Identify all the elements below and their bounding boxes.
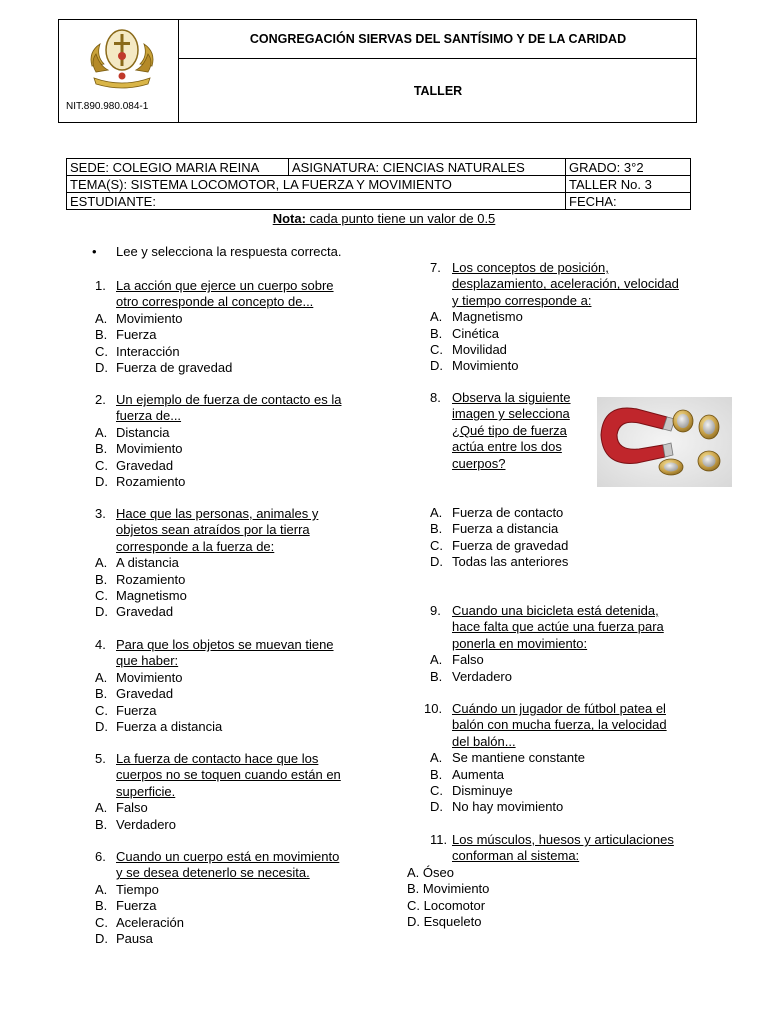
- option-letter: B.: [430, 521, 443, 537]
- question-text: otro corresponde al concepto de...: [116, 294, 314, 310]
- option-text: Movimiento: [422, 881, 490, 897]
- option-letter: C.: [95, 343, 108, 359]
- option-text: Locomotor: [423, 897, 486, 913]
- question-number: 9.: [430, 603, 441, 618]
- option-letter: A.: [430, 652, 443, 668]
- fecha-cell: FECHA:: [566, 193, 691, 210]
- bullet-icon: •: [92, 244, 97, 259]
- question-text: Los músculos, huesos y articulaciones: [452, 832, 674, 847]
- estudiante-cell: ESTUDIANTE:: [67, 193, 566, 210]
- question-text: ponerla en movimiento:: [452, 635, 588, 651]
- question-text: Cuando un cuerpo está en movimiento: [116, 849, 340, 864]
- option-text: Cinética: [452, 325, 499, 341]
- nit-number: NIT.890.980.084-1: [66, 101, 149, 112]
- option-text: Tiempo: [116, 881, 159, 897]
- question-text: corresponde a la fuerza de:: [116, 538, 275, 554]
- option-text: Aceleración: [116, 914, 184, 930]
- question-number: 2.: [95, 392, 106, 407]
- option-text: Todas las anteriores: [452, 554, 569, 570]
- option-letter: A.: [430, 750, 443, 766]
- question-text: del balón...: [452, 733, 516, 749]
- question-text: ¿Qué tipo de fuerza: [452, 422, 567, 438]
- option-text: Verdadero: [452, 668, 512, 684]
- question-text: La fuerza de contacto hace que los: [116, 751, 319, 766]
- taller-no-cell: TALLER No. 3: [566, 176, 691, 193]
- question-text: imagen y selecciona: [452, 406, 570, 422]
- question-text: superficie.: [116, 783, 176, 799]
- school-crest-logo: [86, 26, 158, 92]
- question-text: y tiempo corresponde a:: [452, 292, 592, 308]
- option-letter: D.: [407, 914, 420, 929]
- document-title: TALLER: [413, 83, 463, 98]
- option-text: Movimiento: [116, 441, 183, 457]
- question-number: 6.: [95, 849, 106, 864]
- question-text: La acción que ejerce un cuerpo sobre: [116, 278, 334, 293]
- question-number: 5.: [95, 751, 106, 766]
- option-text: Pausa: [116, 931, 153, 946]
- option-letter: B.: [430, 325, 443, 341]
- option-letter: B.: [95, 816, 108, 832]
- question-text: Para que los objetos se muevan tiene: [116, 637, 334, 652]
- question-text: y se desea detenerlo se necesita.: [116, 865, 310, 881]
- option-text: Fuerza a distancia: [452, 521, 559, 537]
- option-letter: C.: [430, 537, 443, 553]
- question-text: actúa entre los dos: [452, 439, 562, 455]
- option-letter: A.: [95, 669, 108, 685]
- option-text: Fuerza de gravedad: [116, 360, 233, 375]
- option-letter: A.: [407, 864, 420, 880]
- option-letter: B.: [95, 571, 108, 587]
- question-text: Los conceptos de posición,: [452, 260, 609, 275]
- option-text: Disminuye: [452, 783, 513, 798]
- option-letter: B.: [95, 686, 108, 702]
- option-letter: A.: [95, 424, 108, 440]
- question-text: Un ejemplo de fuerza de contacto es la: [116, 392, 342, 407]
- question-number: 8.: [430, 390, 441, 405]
- option-text: Rozamiento: [116, 571, 186, 587]
- option-text: Fuerza: [116, 898, 157, 914]
- option-letter: C.: [95, 914, 108, 930]
- option-letter: C.: [95, 457, 108, 473]
- question-number: 1.: [95, 278, 106, 293]
- option-letter: D.: [95, 719, 108, 734]
- question-text: Cuando una bicicleta está detenida,: [452, 603, 659, 618]
- option-text: Aumenta: [452, 766, 505, 782]
- option-letter: D.: [95, 474, 108, 489]
- option-letter: B.: [95, 441, 108, 457]
- option-text: Magnetismo: [452, 309, 523, 325]
- option-text: Gravedad: [116, 686, 174, 702]
- option-letter: B.: [407, 881, 420, 897]
- option-letter: A.: [95, 800, 108, 816]
- option-text: A distancia: [116, 555, 179, 571]
- question-text: Hace que las personas, animales y: [116, 506, 319, 521]
- note-label: Nota:: [272, 211, 306, 226]
- info-table: [66, 158, 691, 210]
- option-letter: D.: [430, 554, 443, 570]
- option-letter: D.: [95, 604, 108, 620]
- instruction: Lee y selecciona la respuesta correcta.: [116, 244, 342, 259]
- tema-cell: TEMA(S): SISTEMA LOCOMOTOR, LA FUERZA Y MOVIMIENTO: [67, 176, 566, 193]
- option-text: Movimiento: [116, 669, 183, 685]
- option-letter: C.: [430, 342, 443, 357]
- option-text: Movimiento: [116, 310, 183, 326]
- option-text: No hay movimiento: [452, 799, 564, 815]
- option-text: Interacción: [116, 343, 180, 359]
- option-text: Se mantiene constante: [452, 750, 585, 766]
- option-text: Óseo: [422, 864, 454, 880]
- option-text: Distancia: [116, 424, 170, 440]
- option-text: Gravedad: [116, 457, 174, 473]
- option-text: Verdadero: [116, 816, 176, 832]
- magnet-coins-image: [597, 397, 732, 487]
- asignatura-cell: ASIGNATURA: CIENCIAS NATURALES: [289, 159, 566, 176]
- question-text: que haber:: [116, 653, 179, 669]
- option-letter: D.: [95, 360, 108, 375]
- answer-option: [407, 898, 485, 914]
- note-text: cada punto tiene un valor de 0.5: [305, 211, 496, 226]
- question-text: Observa la siguiente: [452, 390, 571, 405]
- question-text: desplazamiento, aceleración, velocidad: [452, 276, 679, 292]
- option-letter: D.: [430, 358, 443, 374]
- answer-option: [407, 865, 454, 881]
- option-text: Movimiento: [452, 358, 519, 374]
- question-text: fuerza de...: [116, 408, 182, 424]
- option-text: Fuerza: [116, 327, 157, 343]
- option-letter: B.: [430, 668, 443, 684]
- option-letter: C.: [430, 783, 443, 798]
- option-letter: A.: [95, 555, 108, 571]
- option-text: Fuerza a distancia: [116, 719, 223, 734]
- answer-option: [407, 881, 489, 897]
- option-text: Falso: [452, 652, 484, 668]
- question-text: conforman al sistema:: [452, 848, 580, 864]
- answer-option: [407, 914, 481, 930]
- option-text: Rozamiento: [116, 474, 186, 489]
- option-text: Magnetismo: [116, 588, 187, 603]
- option-letter: C.: [407, 897, 420, 913]
- question-number: 4.: [95, 637, 106, 652]
- question-text: hace falta que actúe una fuerza para: [452, 619, 664, 635]
- option-letter: B.: [95, 327, 108, 343]
- option-text: Movilidad: [452, 342, 507, 357]
- option-text: Esqueleto: [423, 914, 482, 929]
- option-letter: B.: [430, 766, 443, 782]
- option-letter: C.: [95, 702, 108, 718]
- option-letter: C.: [95, 588, 108, 603]
- option-text: Fuerza: [116, 702, 157, 718]
- note: [0, 211, 768, 226]
- question-number: 11.: [430, 832, 448, 847]
- option-text: Fuerza de gravedad: [452, 537, 569, 553]
- question-text: balón con mucha fuerza, la velocidad: [452, 717, 667, 733]
- org-name: CONGREGACIÓN SIERVAS DEL SANTÍSIMO Y DE LA CARIDAD: [249, 31, 627, 46]
- question-text: cuerpos no se toquen cuando están en: [116, 767, 341, 783]
- option-letter: B.: [95, 898, 108, 914]
- option-text: Falso: [116, 800, 148, 816]
- option-letter: D.: [95, 931, 108, 946]
- sede-cell: SEDE: COLEGIO MARIA REINA: [67, 159, 289, 176]
- question-number: 7.: [430, 260, 441, 275]
- option-letter: D.: [430, 799, 443, 815]
- question-number: 3.: [95, 506, 106, 521]
- option-letter: A.: [95, 310, 108, 326]
- option-text: Fuerza de contacto: [452, 505, 564, 520]
- option-letter: A.: [95, 881, 108, 897]
- question-text: cuerpos?: [452, 455, 506, 471]
- option-letter: A.: [430, 505, 443, 520]
- question-text: Cuándo un jugador de fútbol patea el: [452, 701, 666, 716]
- question-number: 10.: [424, 701, 443, 716]
- option-letter: A.: [430, 309, 443, 325]
- grado-cell: GRADO: 3°2: [566, 159, 691, 176]
- option-text: Gravedad: [116, 604, 174, 620]
- question-text: objetos sean atraídos por la tierra: [116, 522, 310, 538]
